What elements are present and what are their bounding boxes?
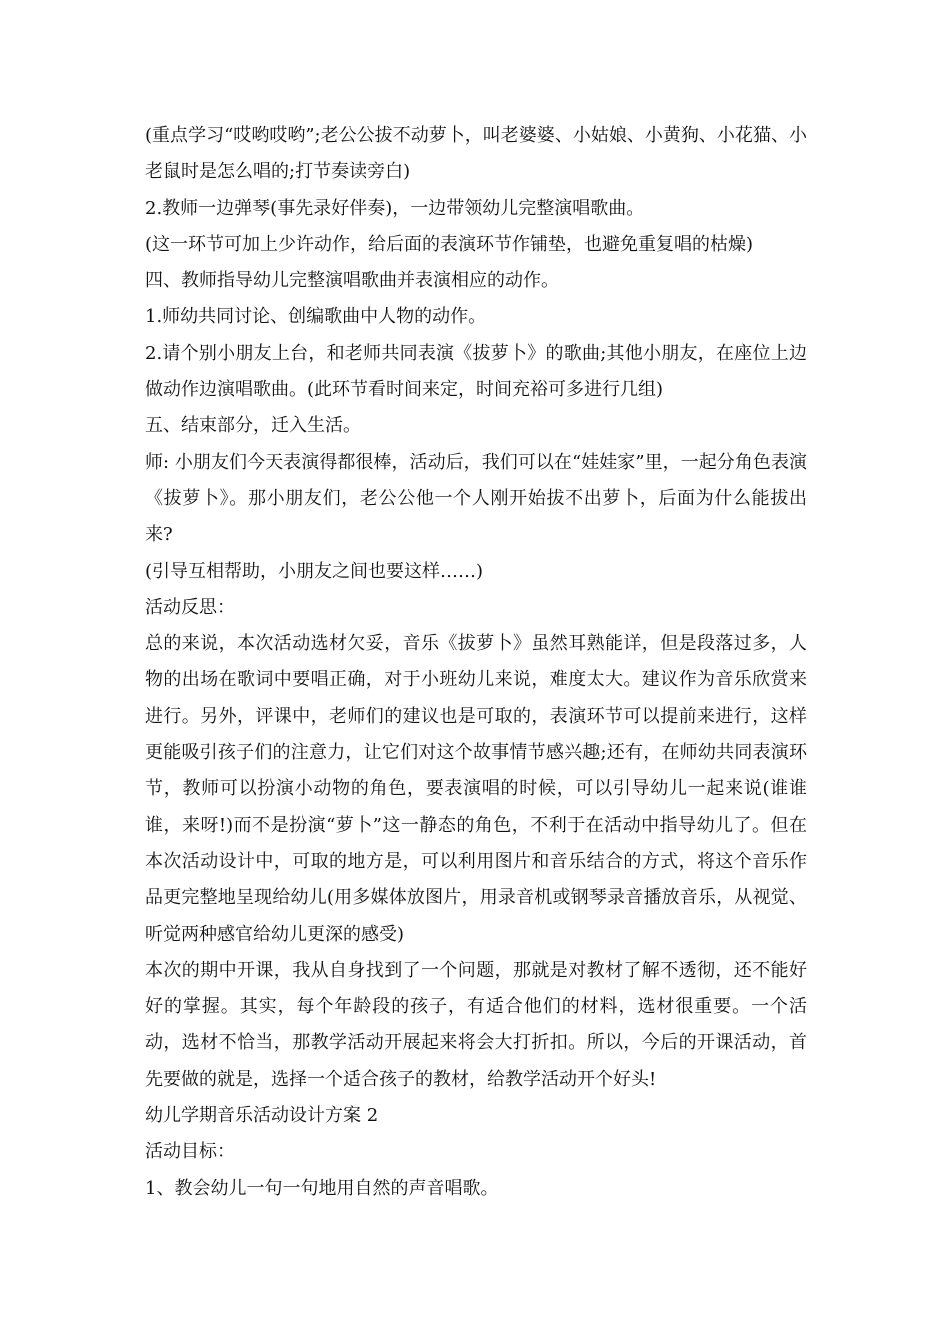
paragraph-teacher-speech: 师: 小朋友们今天表演得都很棒，活动后，我们可以在“娃娃家”里，一起分角色表演《拔萝卜》。那小朋友们，老公公他一个人刚开始拔不出萝卜，后面为什么能拔出来?: [145, 451, 807, 546]
paragraph-discuss-actions: 1.师幼共同讨论、创编歌曲中人物的动作。: [145, 306, 487, 328]
paragraph-reflection-summary: 总的来说，本次活动选材欠妥，音乐《拔萝卜》虽然耳熟能详，但是段落过多，人物的出场在歌词中要唱正确，对于小班幼儿来说，难度太大。建议作为音乐欣赏来进行。另外，评课中，老师们的建议也是可取的，表演环节可以提前来进行，这样更能吸引孩子们的注意力，让它们对这个故事情节感兴趣;还有，在师幼共同表演环节，教师可以扮演小动物的角色，要表演唱的时候，可以引导幼儿一起来说(谁谁谁，来呀!)而不是扮演“萝卜”这一静态的角色，不利于在活动中指导幼儿了。但在本次活动设计中，可取的地方是，可以利用图片和音乐结合的方式，将这个音乐作品更完整地呈现给幼儿(用多媒体放图片，用录音机或钢琴录音播放音乐，从视觉、听觉两种感官给幼儿更深的感受): [145, 633, 807, 945]
section-heading-five: 五、结束部分，迁入生活。: [145, 415, 361, 437]
paragraph-perform-on-stage: 2.请个别小朋友上台，和老师共同表演《拔萝卜》的歌曲;其他小朋友，在座位上边做动作边演唱歌曲。(此环节看时间来定，时间充裕可多进行几组): [145, 342, 807, 401]
heading-plan-2: 幼儿学期音乐活动设计方案 2: [145, 1105, 379, 1127]
paragraph-goal-1: 1、教会幼儿一句一句地用自然的声音唱歌。: [145, 1177, 499, 1199]
section-heading-four: 四、教师指导幼儿完整演唱歌曲并表演相应的动作。: [145, 270, 559, 292]
paragraph-focus-study: (重点学习“哎哟哎哟”;老公公拔不动萝卜，叫老婆婆、小姑娘、小黄狗、小花猫、小老鼠时是怎么唱的;打节奏读旁白): [145, 125, 807, 183]
heading-reflection: 活动反思：: [145, 596, 235, 618]
paragraph-teacher-piano: 2.教师一边弹琴(事先录好伴奏)，一边带领幼儿完整演唱歌曲。: [145, 197, 645, 219]
paragraph-note-actions: (这一环节可加上少许动作，给后面的表演环节作铺垫，也避免重复唱的枯燥): [145, 233, 754, 255]
document-body: [145, 118, 807, 1207]
paragraph-midterm-lesson: 本次的期中开课，我从自身找到了一个问题，那就是对教材了解不透彻，还不能好好的掌握。其实，每个年龄段的孩子，有适合他们的材料，选材很重要。一个活动，选材不恰当，那教学活动开展起来将会大打折扣。所以，今后的开课活动，首先要做的就是，选择一个适合孩子的教材，给教学活动开个好头!: [145, 959, 807, 1090]
heading-activity-goals: 活动目标：: [145, 1141, 235, 1163]
paragraph-guide-help: (引导互相帮助，小朋友之间也要这样……): [145, 560, 484, 582]
